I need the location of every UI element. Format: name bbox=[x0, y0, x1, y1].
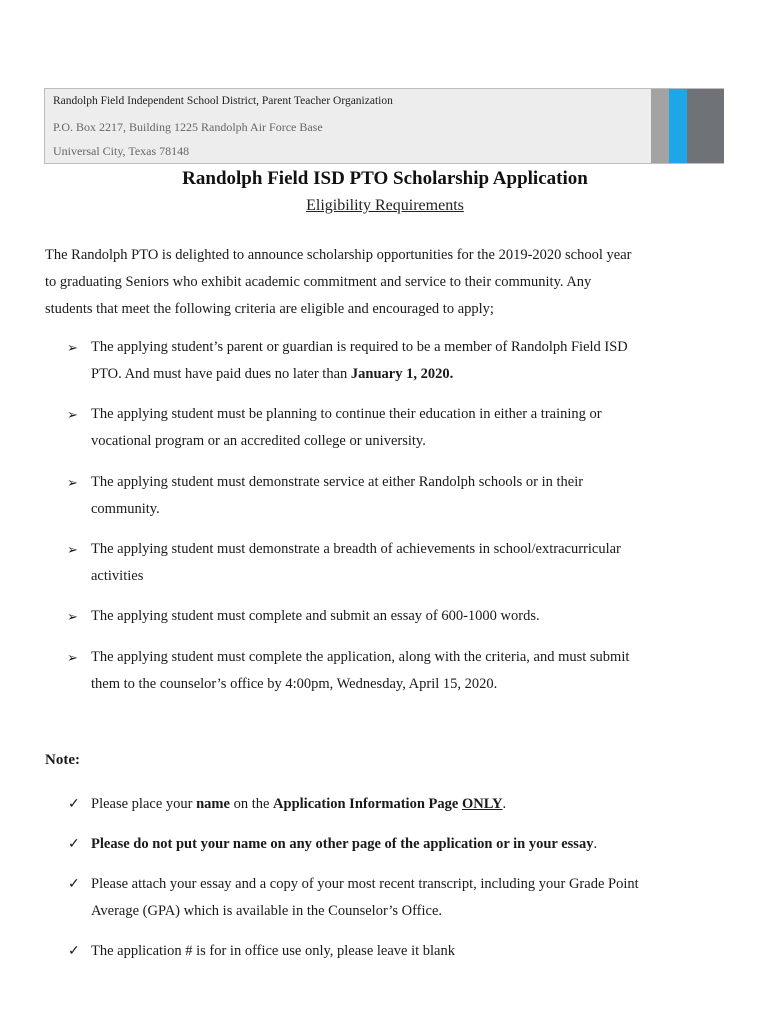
note-text bbox=[91, 871, 731, 925]
note-text-part: . bbox=[593, 836, 598, 852]
requirement-line: The applying student must demonstrate service at either Randolph schools or in their bbox=[91, 474, 584, 490]
arrow-bullet-icon: ➢ bbox=[67, 609, 78, 624]
requirement-text bbox=[91, 644, 731, 698]
section-subtitle: Eligibility Requirements bbox=[306, 197, 464, 214]
address-line-1: P.O. Box 2217, Building 1225 Randolph Air Force Base bbox=[53, 120, 323, 134]
note-emphasis-only: ONLY bbox=[461, 796, 503, 812]
requirement-line: activities bbox=[91, 568, 144, 584]
requirement-text bbox=[91, 334, 731, 388]
check-mark-icon: ✓ bbox=[68, 837, 80, 852]
dues-deadline: January 1, 2020. bbox=[350, 366, 454, 382]
intro-paragraph bbox=[45, 242, 735, 323]
intro-line: to graduating Seniors who exhibit academic commitment and service to their community. Any bbox=[45, 274, 592, 290]
check-mark-icon: ✓ bbox=[68, 944, 80, 959]
arrow-bullet-icon: ➢ bbox=[67, 407, 78, 422]
intro-line: The Randolph PTO is delighted to announce scholarship opportunities for the 2019-2020 school year bbox=[45, 247, 632, 263]
note-emphasis-page: Application Information Page bbox=[273, 796, 459, 812]
letterhead-box bbox=[44, 88, 724, 164]
note-text bbox=[91, 791, 731, 818]
arrow-bullet-icon: ➢ bbox=[67, 475, 78, 490]
requirement-line: vocational program or an accredited college or university. bbox=[91, 433, 426, 449]
arrow-bullet-icon: ➢ bbox=[67, 340, 78, 355]
requirement-line bbox=[91, 361, 731, 388]
gray-accent-bar bbox=[651, 89, 669, 163]
arrow-bullet-icon: ➢ bbox=[67, 542, 78, 557]
note-warning: Please do not put your name on any other page of the application or in your essay bbox=[91, 836, 594, 852]
note-label: Note: bbox=[45, 752, 80, 768]
document-title: Randolph Field ISD PTO Scholarship Application bbox=[182, 168, 588, 189]
requirement-line: The applying student’s parent or guardian is required to be a member of Randolph Field ISD bbox=[91, 339, 628, 355]
check-mark-icon: ✓ bbox=[68, 797, 80, 812]
note-text bbox=[91, 831, 731, 858]
note-line: Please attach your essay and a copy of your most recent transcript, including your Grade Point bbox=[91, 876, 639, 892]
note-line bbox=[91, 831, 731, 858]
note-line bbox=[91, 791, 731, 818]
organization-name: Randolph Field Independent School District, Parent Teacher Organization bbox=[53, 95, 393, 107]
requirement-text bbox=[91, 536, 731, 590]
note-text-part: . bbox=[502, 796, 507, 812]
requirement-text bbox=[91, 401, 731, 455]
arrow-bullet-icon: ➢ bbox=[67, 650, 78, 665]
address-line-2: Universal City, Texas 78148 bbox=[53, 144, 190, 158]
requirement-text bbox=[91, 603, 731, 630]
note-emphasis-name: name bbox=[196, 796, 230, 812]
note-line: The application # is for in office use only, please leave it blank bbox=[91, 943, 455, 959]
note-text-part: on the bbox=[229, 796, 274, 812]
requirement-line: community. bbox=[91, 501, 160, 517]
note-text-part: Please place your bbox=[91, 796, 197, 812]
requirement-text bbox=[91, 469, 731, 523]
requirement-text-part: PTO. And must have paid dues no later than bbox=[91, 366, 351, 382]
requirement-line: them to the counselor’s office by 4:00pm, Wednesday, April 15, 2020. bbox=[91, 676, 498, 692]
note-line: Average (GPA) which is available in the Counselor’s Office. bbox=[91, 903, 443, 919]
requirement-line: The applying student must complete and submit an essay of 600-1000 words. bbox=[91, 608, 540, 624]
check-mark-icon: ✓ bbox=[68, 877, 80, 892]
note-text bbox=[91, 938, 731, 965]
blue-accent-bar bbox=[669, 89, 687, 163]
requirement-line: The applying student must complete the application, along with the criteria, and must submit bbox=[91, 649, 630, 665]
requirement-line: The applying student must be planning to continue their education in either a training or bbox=[91, 406, 602, 422]
intro-line: students that meet the following criteria are eligible and encouraged to apply; bbox=[45, 301, 494, 317]
requirement-line: The applying student must demonstrate a breadth of achievements in school/extracurricular bbox=[91, 541, 621, 557]
dark-accent-bar bbox=[687, 89, 724, 163]
